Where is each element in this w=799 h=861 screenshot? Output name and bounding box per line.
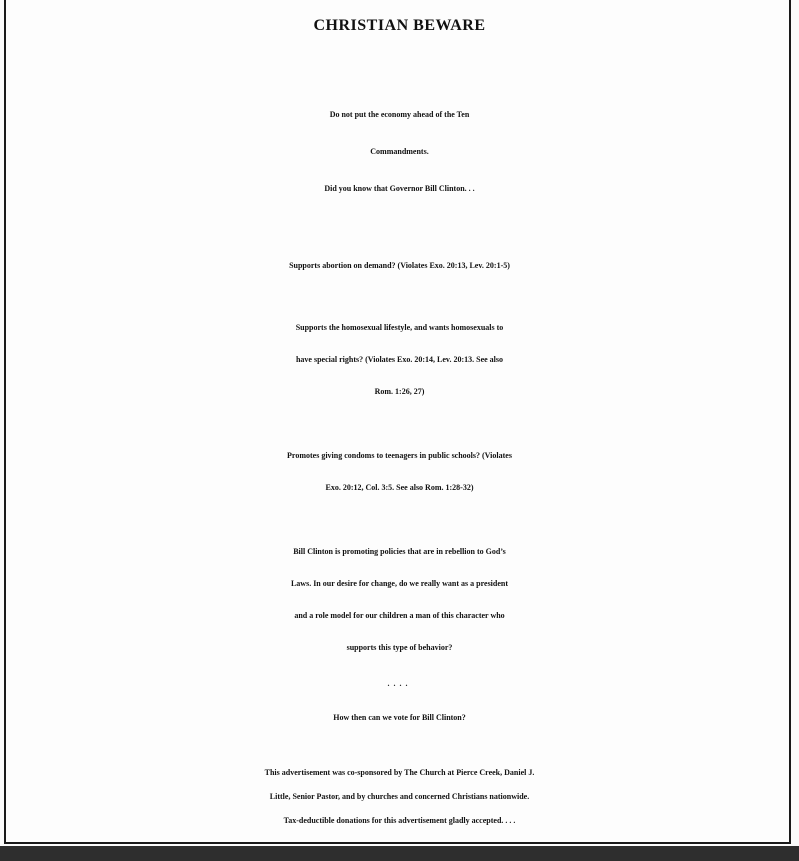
headline: CHRISTIAN BEWARE — [313, 17, 486, 34]
sponsor-note — [6, 761, 793, 833]
intro-block — [6, 96, 793, 207]
conclusion-line: Laws. In our desire for change, do we really want as a president — [290, 579, 509, 588]
intro-line: Do not put the economy ahead of the Ten — [329, 110, 470, 119]
claim-line: Exo. 20:12, Col. 3:5. See also Rom. 1:28-32) — [325, 483, 474, 492]
sponsor-line: Tax-deductible donations for this advertisement gladly accepted. . . . — [283, 816, 516, 825]
intro-line: Commandments. — [370, 147, 429, 156]
separator-dots: .... — [387, 679, 412, 688]
claim-condoms — [6, 440, 793, 504]
closing-question: How then can we vote for Bill Clinton? — [333, 713, 466, 722]
claim-homosexual-lifestyle — [6, 312, 793, 408]
claim-line: Promotes giving condoms to teenagers in public schools? (Violates — [287, 451, 512, 460]
sponsor-line: Little, Senior Pastor, and by churches and concerned Christians nationwide. — [269, 792, 530, 801]
claim-line: Rom. 1:26, 27) — [374, 387, 425, 396]
claim-line: Supports the homosexual lifestyle, and wants homosexuals to — [295, 323, 504, 332]
sponsor-line: This advertisement was co-sponsored by The Church at Pierce Creek, Daniel J. — [264, 768, 535, 777]
claim-line: have special rights? (Violates Exo. 20:14, Lev. 20:13. See also — [295, 355, 504, 364]
claim-line: Supports abortion on demand? (Violates Exo. 20:13, Lev. 20:1-5) — [289, 261, 510, 270]
conclusion-paragraph — [6, 536, 793, 664]
conclusion-line: supports this type of behavior? — [346, 643, 453, 652]
claim-abortion — [6, 250, 793, 282]
bottom-edge-strip — [0, 846, 799, 861]
intro-line: Did you know that Governor Bill Clinton. . . — [324, 184, 475, 193]
conclusion-line: and a role model for our children a man of this character who — [294, 611, 505, 620]
advertisement-box — [4, 0, 791, 844]
conclusion-line: Bill Clinton is promoting policies that are in rebellion to God’s — [293, 547, 506, 556]
